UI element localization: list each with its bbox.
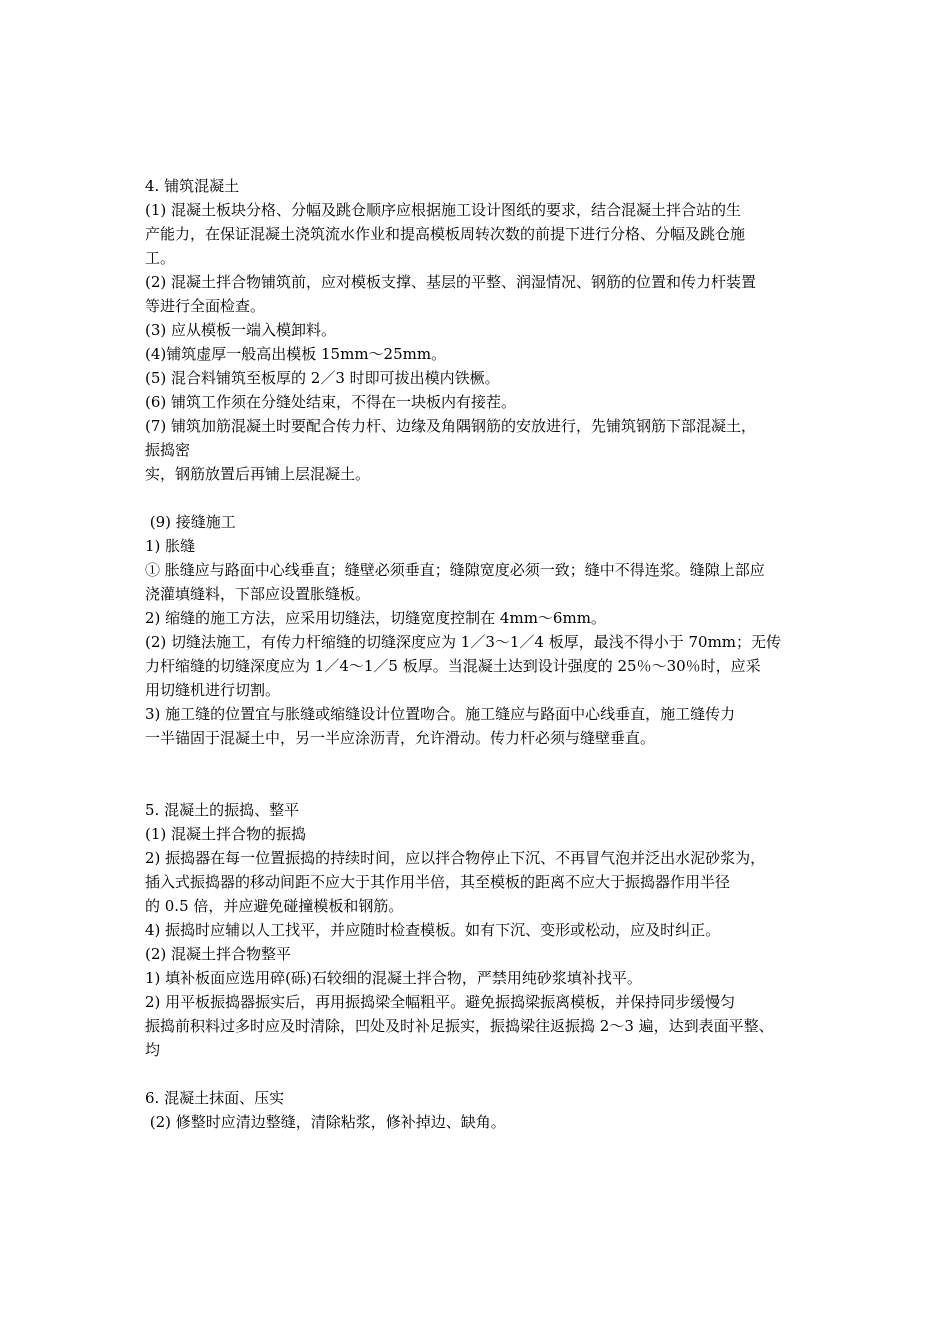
paragraph-line: 的 0.5 倍，并应避免碰撞模板和钢筋。	[145, 897, 404, 915]
paragraph-line: 1) 胀缝	[145, 537, 196, 555]
paragraph-line: 实，钢筋放置后再铺上层混凝土。	[145, 465, 371, 483]
paragraph-line: 1) 填补板面应选用碎(砾)石较细的混凝土拌合物，严禁用纯砂浆填补找平。	[145, 969, 642, 987]
paragraph-gap	[145, 486, 835, 510]
paragraph-line: 2) 用平板振捣器振实后，再用振捣梁全幅粗平。避免振捣梁振离模板，并保持同步缓慢匀	[145, 993, 736, 1011]
paragraph-line: 2) 缩缝的施工方法，应采用切缝法，切缝宽度控制在 4mm～6mm。	[145, 609, 606, 627]
paragraph-line: (5) 混合料铺筑至板厚的 2／3 时即可拔出模内铁橛。	[145, 369, 500, 387]
paragraph-line: (1) 混凝土拌合物的振捣	[145, 825, 307, 843]
paragraph-line: 3) 施工缝的位置宜与胀缝或缩缝设计位置吻合。施工缝应与路面中心线垂直，施工缝传力	[145, 705, 736, 723]
paragraph-gap	[145, 750, 835, 798]
paragraph-line: 工。	[145, 249, 176, 267]
paragraph-line: (6) 铺筑工作须在分缝处结束，不得在一块板内有接茬。	[145, 393, 517, 411]
paragraph-line: 等进行全面检查。	[145, 297, 266, 315]
paragraph-line: 产能力，在保证混凝土浇筑流水作业和提高模板周转次数的前提下进行分格、分幅及跳仓施	[145, 225, 746, 243]
paragraph-line: 一半锚固于混凝土中，另一半应涂沥青，允许滑动。传力杆必须与缝壁垂直。	[145, 729, 656, 747]
paragraph-line: (2) 修整时应清边整缝，清除粘浆，修补掉边、缺角。	[145, 1113, 506, 1131]
section-heading: 6. 混凝土抹面、压实	[145, 1089, 285, 1107]
document-body	[145, 174, 835, 1134]
paragraph-gap	[145, 1062, 835, 1086]
paragraph-line: ① 胀缝应与路面中心线垂直；缝壁必须垂直；缝隙宽度必须一致；缝中不得连浆。缝隙上部应	[145, 561, 765, 579]
paragraph-line: 浇灌填缝料，下部应设置胀缝板。	[145, 585, 371, 603]
section-heading: 4. 铺筑混凝土	[145, 177, 240, 195]
paragraph-line: (3) 应从模板一端入模卸料。	[145, 321, 337, 339]
paragraph-line: 振捣前积料过多时应及时清除，凹处及时补足振实，振捣梁往返振捣 2～3 遍，达到表面平整、	[145, 1017, 774, 1035]
paragraph-line: (4)铺筑虚厚一般高出模板 15mm～25mm。	[145, 345, 447, 363]
paragraph-line: 振捣密	[145, 441, 191, 459]
paragraph-line: (2) 切缝法施工，有传力杆缩缝的切缝深度应为 1／3～1／4 板厚，最浅不得小于 70mm；无传	[145, 633, 782, 651]
paragraph-line: 用切缝机进行切割。	[145, 681, 281, 699]
section-heading: (9) 接缝施工	[145, 513, 236, 531]
paragraph-line: 4) 振捣时应辅以人工找平，并应随时检查模板。如有下沉、变形或松动，应及时纠正。	[145, 921, 721, 939]
paragraph-line: (1) 混凝土板块分格、分幅及跳仓顺序应根据施工设计图纸的要求，结合混凝土拌合站的生	[145, 201, 742, 219]
section-heading: 5. 混凝土的振捣、整平	[145, 801, 300, 819]
paragraph-line: (2) 混凝土拌合物整平	[145, 945, 292, 963]
paragraph-line: 2) 振捣器在每一位置振捣的持续时间，应以拌合物停止下沉、不再冒气泡并泛出水泥砂浆为，	[145, 849, 766, 867]
paragraph-line: (7) 铺筑加筋混凝土时要配合传力杆、边缘及角隅钢筋的安放进行，先铺筑钢筋下部混凝土，	[145, 417, 757, 435]
paragraph-line: 均	[145, 1041, 161, 1059]
paragraph-line: 插入式振捣器的移动间距不应大于其作用半倍，其至模板的距离不应大于振捣器作用半径	[145, 873, 731, 891]
paragraph-line: (2) 混凝土拌合物铺筑前，应对模板支撑、基层的平整、润湿情况、钢筋的位置和传力杆装置	[145, 273, 757, 291]
paragraph-line: 力杆缩缝的切缝深度应为 1／4～1／5 板厚。当混凝土达到设计强度的 25％～30％时，应采	[145, 657, 761, 675]
